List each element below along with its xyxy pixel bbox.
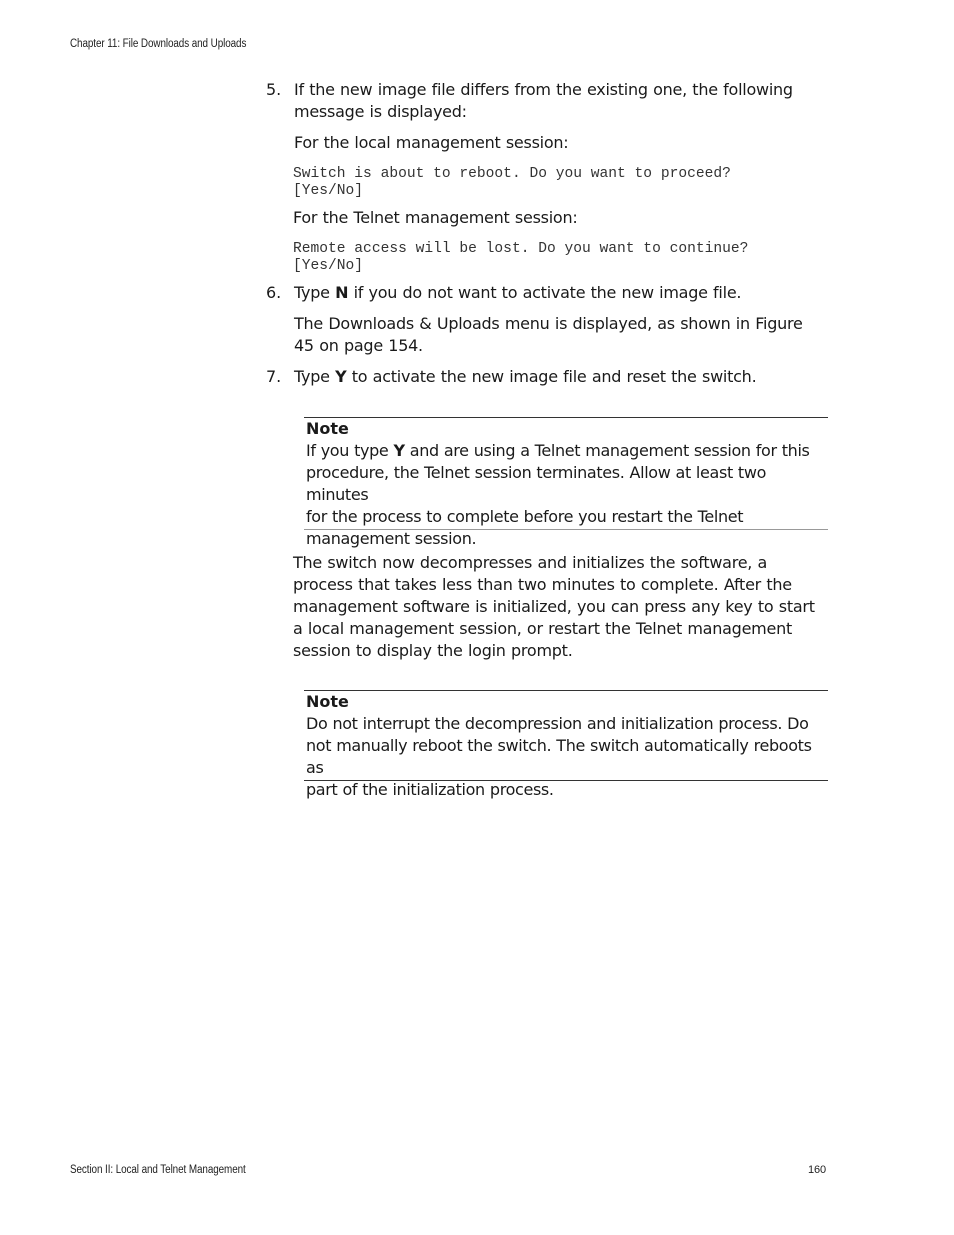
text-line: process that takes less than two minutes to complete. After the <box>293 575 792 594</box>
text-line <box>306 440 828 462</box>
text-line: The Downloads & Uploads menu is displayed, as shown in Figure <box>294 314 803 333</box>
running-footer: Section II: Local and Telnet Management <box>70 1164 246 1176</box>
body-paragraph <box>293 552 815 662</box>
text-run: to activate the new image file and reset the switch. <box>346 367 757 386</box>
page-number: 160 <box>808 1164 827 1176</box>
note-text <box>306 440 828 550</box>
code-block-local <box>293 166 731 200</box>
code-line: Switch is about to reboot. Do you want to proceed? <box>293 166 731 182</box>
text-line: not manually reboot the switch. The switch automatically reboots as <box>306 736 812 777</box>
bold-key: Y <box>393 441 405 460</box>
bold-key: N <box>335 283 349 302</box>
text-run: If you type <box>306 441 394 460</box>
local-session-label: For the local management session: <box>294 133 569 152</box>
note-title: Note <box>306 692 349 711</box>
text-run: Type <box>294 283 336 302</box>
text-line: If the new image file differs from the existing one, the following <box>294 80 793 99</box>
text-line: for the process to complete before you restart the Telnet <box>306 507 744 526</box>
step-number: 7. <box>266 367 282 386</box>
step-text <box>294 79 793 123</box>
code-line: Remote access will be lost. Do you want to continue? <box>293 241 749 257</box>
text-line: The switch now decompresses and initializes the software, a <box>293 553 768 572</box>
text-line: a local management session, or restart the Telnet management <box>293 619 793 638</box>
downloads-menu-text <box>294 313 803 357</box>
text-line: message is displayed: <box>294 102 467 121</box>
note-title: Note <box>306 419 349 438</box>
telnet-session-label: For the Telnet management session: <box>293 208 578 227</box>
text-line: session to display the login prompt. <box>293 641 573 660</box>
code-line: [Yes/No] <box>293 183 364 199</box>
bold-key: Y <box>335 367 347 386</box>
text-run: and are using a Telnet management session for this <box>404 441 810 460</box>
running-header: Chapter 11: File Downloads and Uploads <box>70 38 247 50</box>
code-line: [Yes/No] <box>293 258 364 274</box>
text-run: if you do not want to activate the new image file. <box>348 283 742 302</box>
text-line: Do not interrupt the decompression and initialization process. Do <box>306 714 809 733</box>
code-block-telnet <box>293 241 748 275</box>
text-line: procedure, the Telnet session terminates. Allow at least two minutes <box>306 463 767 504</box>
step-number: 6. <box>266 283 282 302</box>
note-text <box>306 713 828 801</box>
text-line: management session. <box>306 529 477 548</box>
note-box <box>304 417 828 548</box>
step-text <box>294 282 741 304</box>
step-text <box>294 366 756 388</box>
text-line: part of the initialization process. <box>306 780 554 799</box>
text-run: Type <box>294 367 336 386</box>
note-box <box>304 690 828 799</box>
text-line: 45 on page 154. <box>294 336 423 355</box>
step-number: 5. <box>266 80 282 99</box>
text-line: management software is initialized, you can press any key to start <box>293 597 815 616</box>
